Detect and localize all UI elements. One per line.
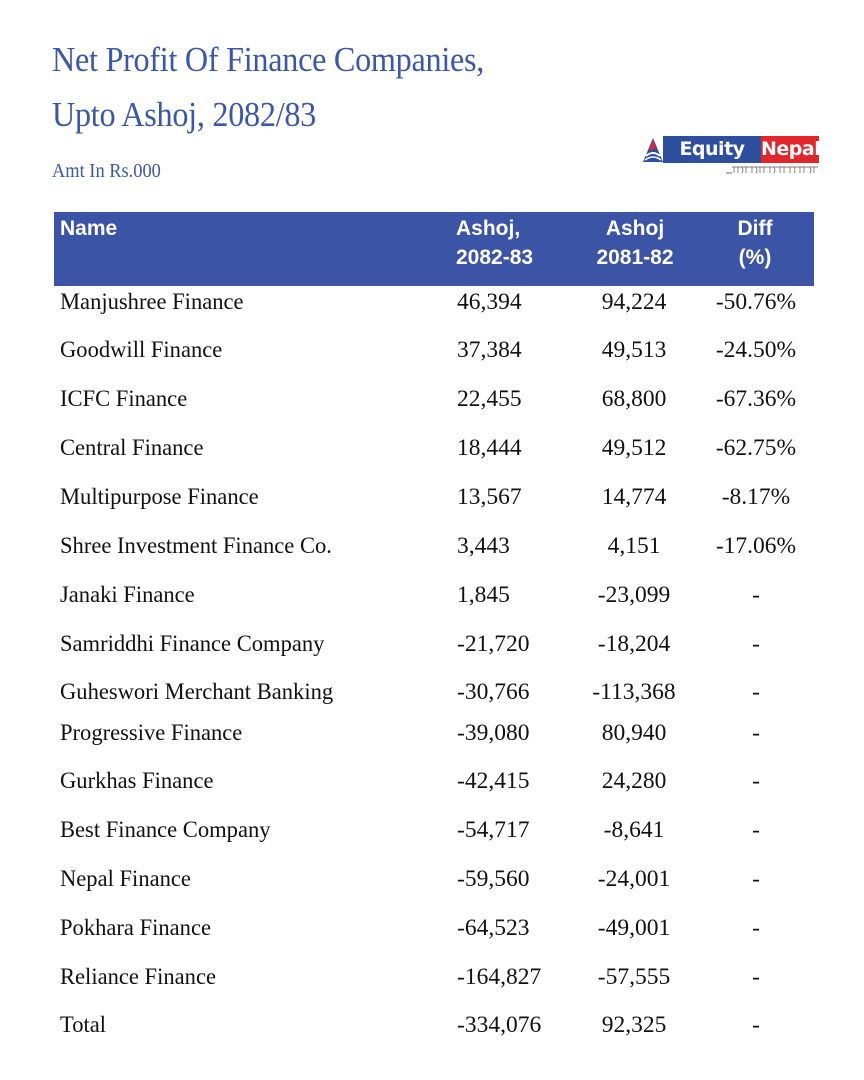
logo-tagline-graphic [726, 165, 818, 174]
company-name: Goodwill Finance [60, 337, 223, 363]
value-ashoj-2081-82: 49,512 [601, 435, 667, 461]
column-header-ashoj-2082-83 [456, 214, 533, 272]
company-name: Total [60, 1012, 107, 1038]
value-diff-percent: - [752, 720, 760, 746]
value-ashoj-2082-83: 13,567 [457, 484, 522, 510]
value-ashoj-2082-83: 1,845 [457, 582, 510, 608]
value-ashoj-2081-82: -57,555 [597, 964, 671, 990]
value-ashoj-2081-82: 92,325 [601, 1012, 667, 1038]
value-ashoj-2082-83: -21,720 [457, 631, 530, 657]
company-name: ICFC Finance [60, 386, 188, 412]
value-ashoj-2081-82: 4,151 [607, 533, 661, 559]
company-name: Best Finance Company [60, 817, 271, 843]
company-name: Nepal Finance [60, 866, 191, 892]
company-name: Gurkhas Finance [60, 768, 214, 794]
table-row [54, 713, 814, 753]
column-header-line1: Ashoj, [456, 217, 521, 240]
table-row [54, 957, 814, 997]
table-row [54, 761, 814, 801]
value-ashoj-2081-82: 14,774 [601, 484, 667, 510]
equity-nepal-logo [641, 136, 821, 178]
table-row [54, 282, 814, 322]
column-header-line1: Ashoj [605, 217, 665, 240]
mountain-logo-icon [641, 136, 665, 163]
company-name: Progressive Finance [60, 720, 243, 746]
company-name: Multipurpose Finance [60, 484, 259, 510]
value-diff-percent: - [752, 915, 760, 941]
value-diff-percent: - [752, 817, 760, 843]
value-ashoj-2082-83: -334,076 [457, 1012, 542, 1038]
value-diff-percent: -8.17% [721, 484, 791, 510]
value-ashoj-2081-82: -24,001 [597, 866, 671, 892]
company-name: Reliance Finance [60, 964, 216, 990]
table-row [54, 810, 814, 850]
value-ashoj-2081-82: 80,940 [601, 720, 667, 746]
value-ashoj-2081-82: 24,280 [601, 768, 667, 794]
table-row [54, 428, 814, 468]
table-row [54, 859, 814, 899]
value-diff-percent: - [752, 964, 760, 990]
page-title-line-1: Net Profit Of Finance Companies, [52, 40, 485, 79]
table-row [54, 526, 814, 566]
logo-text-equity: Equity [663, 136, 761, 163]
value-diff-percent: -62.75% [715, 435, 797, 461]
value-ashoj-2082-83: -164,827 [457, 964, 542, 990]
value-diff-percent: -50.76% [715, 289, 797, 315]
value-ashoj-2082-83: 3,443 [457, 533, 510, 559]
company-name: Central Finance [60, 435, 204, 461]
company-name: Manjushree Finance [60, 289, 244, 315]
table-header [54, 212, 814, 286]
value-ashoj-2082-83: -39,080 [457, 720, 530, 746]
company-name: Pokhara Finance [60, 915, 211, 941]
table-row [54, 379, 814, 419]
company-name: Janaki Finance [60, 582, 195, 608]
column-header-name-label: Name [60, 217, 118, 240]
value-ashoj-2082-83: -30,766 [457, 679, 530, 705]
value-diff-percent: -24.50% [715, 337, 797, 363]
value-ashoj-2081-82: 68,800 [601, 386, 667, 412]
table-row [54, 575, 814, 615]
logo-text-nepal: Nepal [761, 136, 819, 163]
value-ashoj-2081-82: -113,368 [592, 679, 676, 705]
value-ashoj-2082-83: -42,415 [457, 768, 530, 794]
value-diff-percent: - [752, 866, 760, 892]
company-name: Shree Investment Finance Co. [60, 533, 332, 559]
value-diff-percent: -67.36% [715, 386, 797, 412]
column-header-diff [712, 214, 798, 272]
value-ashoj-2082-83: -59,560 [457, 866, 530, 892]
column-header-line1: Diff [737, 217, 773, 240]
value-ashoj-2081-82: -23,099 [597, 582, 671, 608]
value-diff-percent: - [752, 1012, 760, 1038]
page-title-line-2: Upto Ashoj, 2082/83 [52, 95, 317, 134]
column-header-line2: 2082-83 [456, 246, 534, 269]
value-ashoj-2081-82: 49,513 [601, 337, 667, 363]
value-diff-percent: - [752, 768, 760, 794]
value-diff-percent: - [752, 631, 760, 657]
value-diff-percent: - [752, 679, 760, 705]
value-ashoj-2082-83: -64,523 [457, 915, 530, 941]
value-diff-percent: -17.06% [715, 533, 797, 559]
value-ashoj-2081-82: 94,224 [601, 289, 667, 315]
table-row [54, 672, 814, 712]
column-header-line2: (%) [738, 246, 772, 269]
value-ashoj-2081-82: -18,204 [597, 631, 671, 657]
value-ashoj-2082-83: 46,394 [457, 289, 522, 315]
table-row [54, 624, 814, 664]
column-header-name [60, 214, 117, 243]
column-header-ashoj-2081-82 [581, 214, 689, 272]
amount-unit-note: Amt In Rs.000 [52, 160, 161, 182]
column-header-line2: 2081-82 [596, 246, 674, 269]
value-ashoj-2081-82: -8,641 [603, 817, 665, 843]
table-row-total [54, 1005, 814, 1045]
value-ashoj-2082-83: 37,384 [457, 337, 522, 363]
table-row [54, 908, 814, 948]
value-ashoj-2082-83: 18,444 [457, 435, 522, 461]
value-ashoj-2082-83: -54,717 [457, 817, 530, 843]
value-ashoj-2082-83: 22,455 [457, 386, 522, 412]
company-name: Samriddhi Finance Company [60, 631, 325, 657]
table-row [54, 330, 814, 370]
table-row [54, 477, 814, 517]
value-diff-percent: - [752, 582, 760, 608]
value-ashoj-2081-82: -49,001 [597, 915, 671, 941]
company-name: Guheswori Merchant Banking [60, 679, 334, 705]
